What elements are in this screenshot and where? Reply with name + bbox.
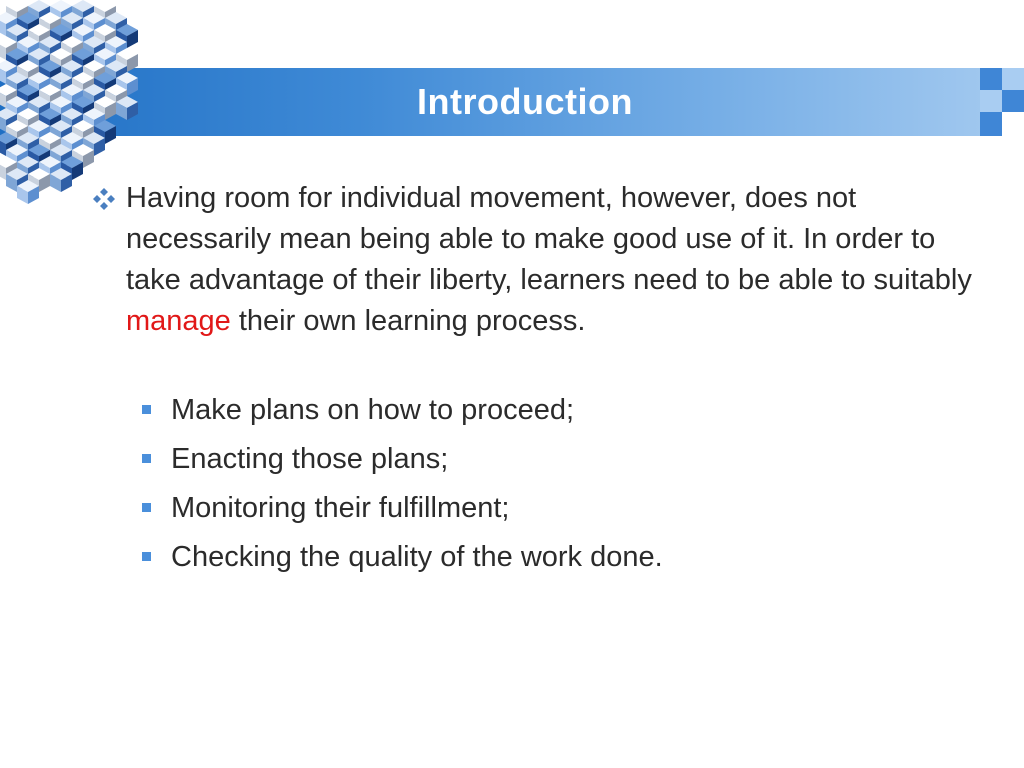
sub-point-4: Checking the quality of the work done. [171, 541, 663, 573]
main-bullet-text [126, 178, 986, 342]
sub-point-3: Monitoring their fulfillment; [171, 492, 510, 524]
square-bullet-icon [142, 405, 151, 414]
highlight-manage: manage [126, 305, 231, 337]
main-text-after: their own learning process. [230, 305, 586, 337]
sub-point-1: Make plans on how to proceed; [171, 394, 575, 426]
main-text-before: Having room for individual movement, however, does not necessarily mean being able to make good use of it. In order to take advantage of their liberty, learners need to be able to suitably [126, 182, 972, 296]
sub-point-2: Enacting those plans; [171, 443, 449, 475]
square-bullet-icon [142, 454, 151, 463]
slide-title: Introduction [417, 81, 633, 122]
square-bullet-icon [142, 552, 151, 561]
diamond-cluster-icon [91, 186, 117, 212]
square-bullet-icon [142, 503, 151, 512]
